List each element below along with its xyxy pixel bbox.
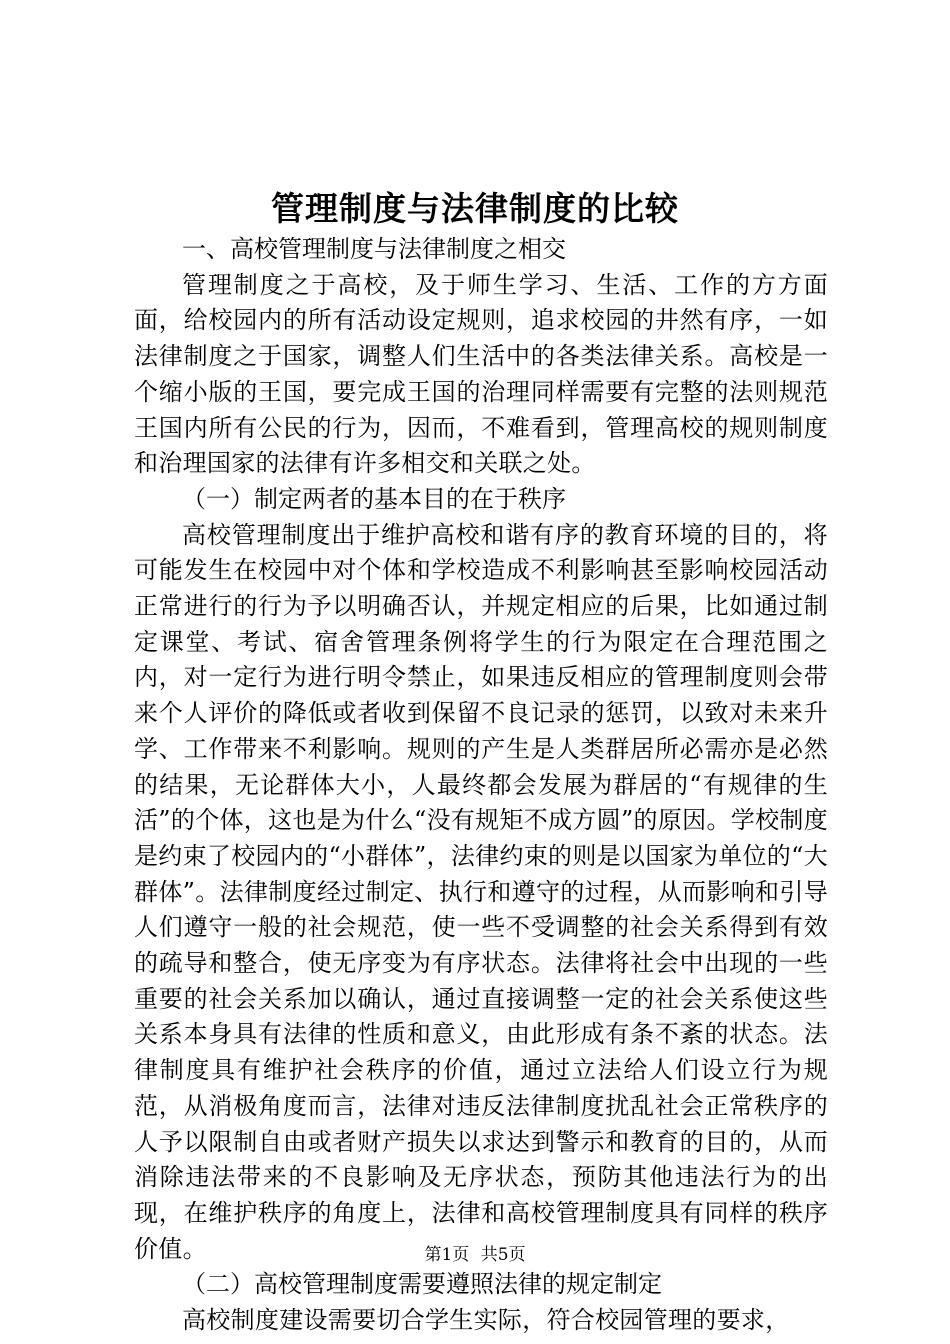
- paragraph-1: 管理制度之于高校，及于师生学习、生活、工作的方方面面，给校园内的所有活动设定规则，追求校园的井然有序，一如法律制度之于国家，调整人们生活中的各类法律关系。高校是一个缩小版的王国，要完成王国的治理同样需要有完整的法则规范王国内所有公民的行为，因而，不难看到，管理高校的规则制度和治理国家的法律有许多相交和关联之处。: [134, 270, 828, 478]
- section-heading-1: 一、高校管理制度与法律制度之相交: [182, 235, 566, 263]
- page-footer: 第1页 共5页: [424, 1245, 526, 1265]
- subsection-heading-1: （一）制定两者的基本目的在于秩序: [182, 484, 566, 513]
- subsection-heading-2: （二）高校管理制度需要遵照法律的规定制定: [182, 1270, 662, 1299]
- paragraph-3: 高校制度建设需要切合学生实际，符合校园管理的要求，: [182, 1306, 790, 1335]
- paragraph-2: 高校管理制度出于维护高校和谐有序的教育环境的目的，将可能发生在校园中对个体和学校造成不利影响甚至影响校园活动正常进行的行为予以明确否认，并规定相应的后果，比如通过制定课堂、考试、宿舍管理条例将学生的行为限定在合理范围之内，对一定行为进行明令禁止，如果违反相应的管理制度则会带来个人评价的降低或者收到保留不良记录的惩罚，以致对未来升学、工作带来不利影响。规则的产生是人类群居所必需亦是必然的结果，无论群体大小，人最终都会发展为群居的“有规律的生活”的个体，这也是为什么“没有规矩不成方圆”的原因。学校制度是约束了校园内的“小群体”，法律约束的则是以国家为单位的“大群体”。法律制度经过制定、执行和遵守的过程，从而影响和引导人们遵守一般的社会规范，使一些不受调整的社会关系得到有效的疏导和整合，使无序变为有序状态。法律将社会中出现的一些重要的社会关系加以确认，通过直接调整一定的社会关系使这些关系本身具有法律的性质和意义，由此形成有条不紊的状态。法律制度具有维护社会秩序的价值，通过立法给人们设立行为规范，从消极角度而言，法律对违反法律制度扰乱社会正常秩序的人予以限制自由或者财产损失以求达到警示和教育的目的，从而消除违法带来的不良影响及无序状态，预防其他违法行为的出现，在维护秩序的角度上，法律和高校管理制度具有同样的秩序价值。: [134, 520, 828, 1263]
- document-title: 管理制度与法律制度的比较: [271, 189, 679, 228]
- document-body: [134, 232, 828, 1339]
